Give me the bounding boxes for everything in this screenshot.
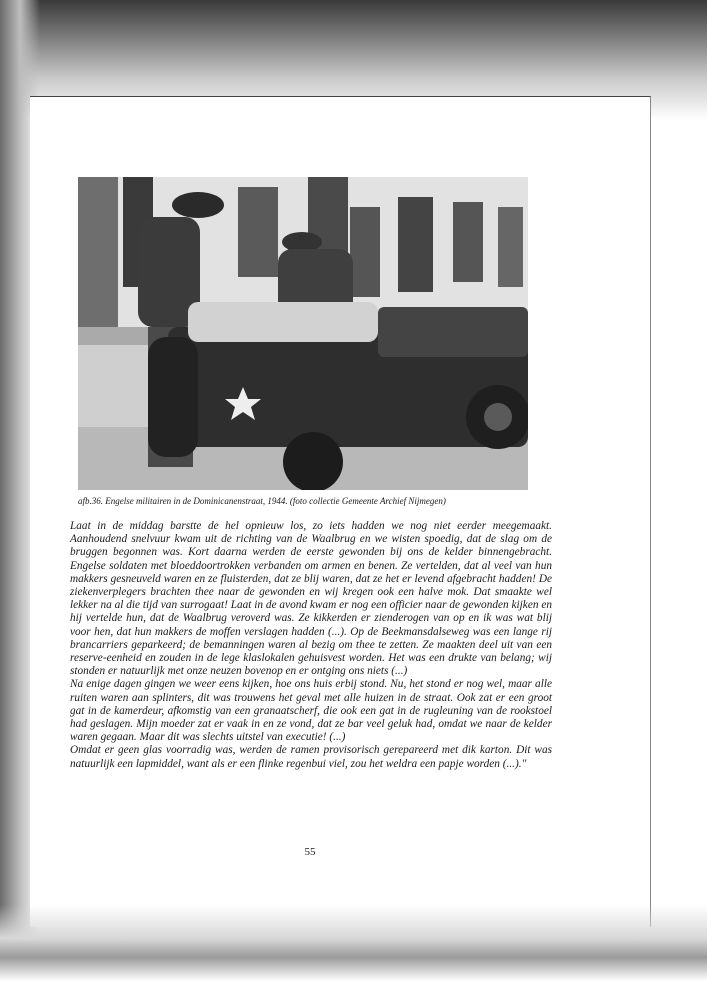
photo-scene <box>78 177 528 490</box>
paragraph: Laat in de middag barstte de hel opnieuw los, zo iets hadden we nog niet eerder meegemaakt. Aanhoudend snelvuur kwam uit de richting van de Waalbrug en we wisten spoedig, dat de slag om de bruggen begonnen was. Kort daarna werden de eerste gewonden bij ons de kelder binnengebracht. Engelse soldaten met bloeddoortrokken verbanden om armen en benen. Ze vertelden, dat al veel van hun makkers gesneuveld waren en ze fluisterden, dat ze blij waren, dat ze het er levend afgebracht hadden! De ziekenverplegers brachten thee naar de gewonden en wij kregen ook een halve mok. Dat smaakte wel lekker na al die tijd van surrogaat! Laat in de avond kwam er nog een officier naar de gewonden kijken en hij vertelde hun, dat de Waalbrug veroverd was. Ze kikkerden er zienderogen van op en ik was wat blij voor hen, dat hun makkers de moffen verslagen hadden (...). Op de Beekmansdalseweg was een lange rij brancarriers geparkeerd; de bemanningen waren al bezig om thee te zetten. Ze maakten deel uit van een reserve-eenheid en zouden in de lege klaslokalen gehuisvest worden. Het was een drukte van belang; wij stonden er natuurlijk met onze neuzen bovenop en er ontging ons niets (...) <box>70 520 552 678</box>
body-text <box>70 520 552 771</box>
page-curl <box>0 905 707 1000</box>
photo-caption: afb.36. Engelse militairen in de Dominicanenstraat, 1944. (foto collectie Gemeente Archief Nijmegen) <box>78 496 446 506</box>
paragraph: Omdat er geen glas voorradig was, werden de ramen provisorisch gerepareerd met dik karton. Dit was natuurlijk een lapmiddel, want als er een flinke regenbui viel, zou het weldra een papje worden (...)." <box>70 744 552 770</box>
page-number: 55 <box>304 846 316 858</box>
historic-photo <box>78 177 528 490</box>
paragraph: Na enige dagen gingen we weer eens kijken, hoe ons huis erbij stond. Nu, het stond er nog wel, maar alle ruiten waren aan splinters, dit was trouwens het geval met alle huizen in de straat. Ook zat er een groot gat in de kamerdeur, afkomstig van een granaatscherf, die ook een gat in de rugleuning van de rookstoel had geslagen. Mijn moeder zat er vaak in en ze vond, dat ze bar veel geluk had, omdat we naar de kelder waren gegaan. Maar dit was slechts uitstel van executie! (...) <box>70 678 552 744</box>
